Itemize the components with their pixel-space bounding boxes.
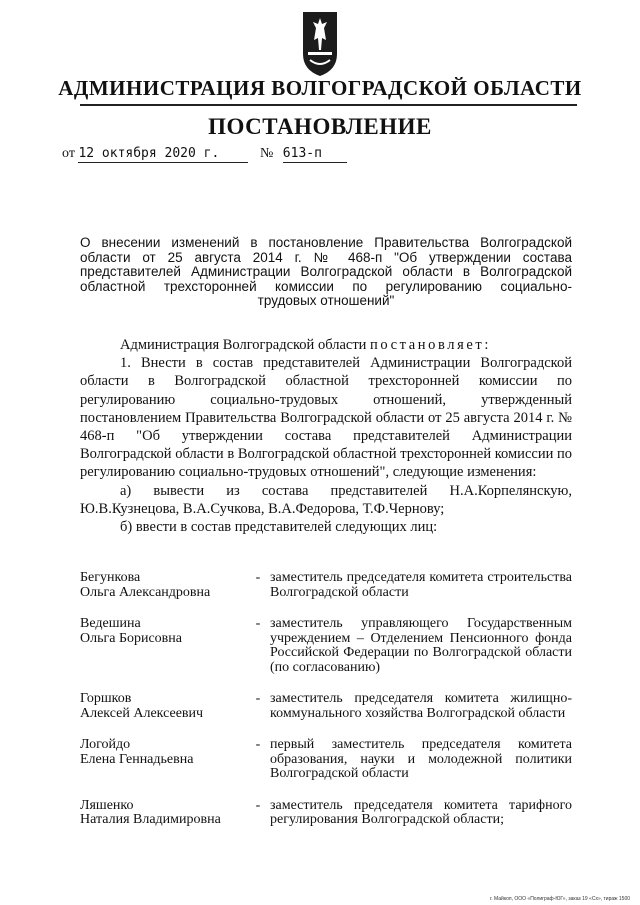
subject-last-line: трудовых отношений" xyxy=(257,293,395,308)
item-a: а) вывести из состава представителей Н.А.Корпелянскую, Ю.В.Кузнецова, В.А.Сучкова, В.А.Федорова, Т.Ф.Чернову; xyxy=(80,482,572,517)
member-dash: - xyxy=(255,691,261,706)
member-name: Ляшенко Наталия Владимировна xyxy=(80,797,221,827)
member-dash: - xyxy=(255,737,261,752)
intro-text: Администрация Волгоградской области xyxy=(120,337,367,353)
member-row xyxy=(80,738,572,782)
member-dash: - xyxy=(255,616,261,631)
date-number-line xyxy=(62,146,347,163)
organization-title: АДМИНИСТРАЦИЯ ВОЛГОГРАДСКОЙ ОБЛАСТИ xyxy=(58,76,582,100)
member-row xyxy=(80,617,572,675)
subject-text: О внесении изменений в постановление Правительства Волгоградской области от 25 августа 2014 г. № 468-п "Об утверждении состава представителей Администрации Волгоградской области в Волгоградской областной трехсторонней комиссии по регулированию социально- xyxy=(80,235,572,294)
item-1: 1. Внести в состав представителей Администрации Волгоградской области в Волгоградской областной трехсторонней комиссии по регулированию социально-трудовых отношений, утвержденный постановлением Правительства Волгоградской области от 25 августа 2014 г. № 468-п "Об утверждении состава представителей Администрации Волгоградской области в Волгоградской областной трехсторонней комиссии по регулированию социально-трудовых отношений", следующие изменения: xyxy=(80,355,572,481)
member-role: заместитель председателя комитета тарифного регулирования Волгоградской области; xyxy=(270,797,572,827)
member-role: заместитель председателя комитета строительства Волгоградской области xyxy=(270,570,572,600)
member-name: Бегункова Ольга Александровна xyxy=(80,570,211,600)
document-subject xyxy=(80,236,572,309)
members-list xyxy=(80,571,572,845)
date-prefix: от xyxy=(62,146,75,161)
coat-of-arms-icon xyxy=(300,10,340,78)
print-imprint: г. Майкоп, ООО «Полиграф-ЮГ», заказ 19 «Сх», тираж 1500 xyxy=(490,896,630,902)
member-role: заместитель управляющего Государственным учреждением – Отделением Пенсионного фонда Российской Федерации по Волгоградской области (по согласованию) xyxy=(270,616,572,675)
member-dash: - xyxy=(255,570,261,585)
header-divider xyxy=(80,104,577,106)
member-row xyxy=(80,571,572,600)
member-row xyxy=(80,799,572,828)
document-type-title: ПОСТАНОВЛЕНИЕ xyxy=(208,114,432,139)
member-row xyxy=(80,692,572,721)
document-number: 613-п xyxy=(283,146,347,163)
member-role: заместитель председателя комитета жилищно-коммунального хозяйства Волгоградской области xyxy=(270,691,572,721)
decree-word: постановляет: xyxy=(370,337,491,353)
member-name: Логойдо Елена Геннадьевна xyxy=(80,737,194,767)
document-date: 12 октября 2020 г. xyxy=(78,146,248,163)
item-b: б) ввести в состав представителей следующих лиц: xyxy=(120,519,438,536)
document-body xyxy=(80,336,572,536)
member-dash: - xyxy=(255,797,261,813)
number-sign: № xyxy=(259,146,274,161)
member-role: первый заместитель председателя комитета образования, науки и молодежной политики Волгоградской области xyxy=(270,737,572,781)
decree-intro xyxy=(80,336,572,354)
member-name: Ведешина Ольга Борисовна xyxy=(80,616,182,646)
member-name: Горшков Алексей Алексеевич xyxy=(80,691,204,721)
